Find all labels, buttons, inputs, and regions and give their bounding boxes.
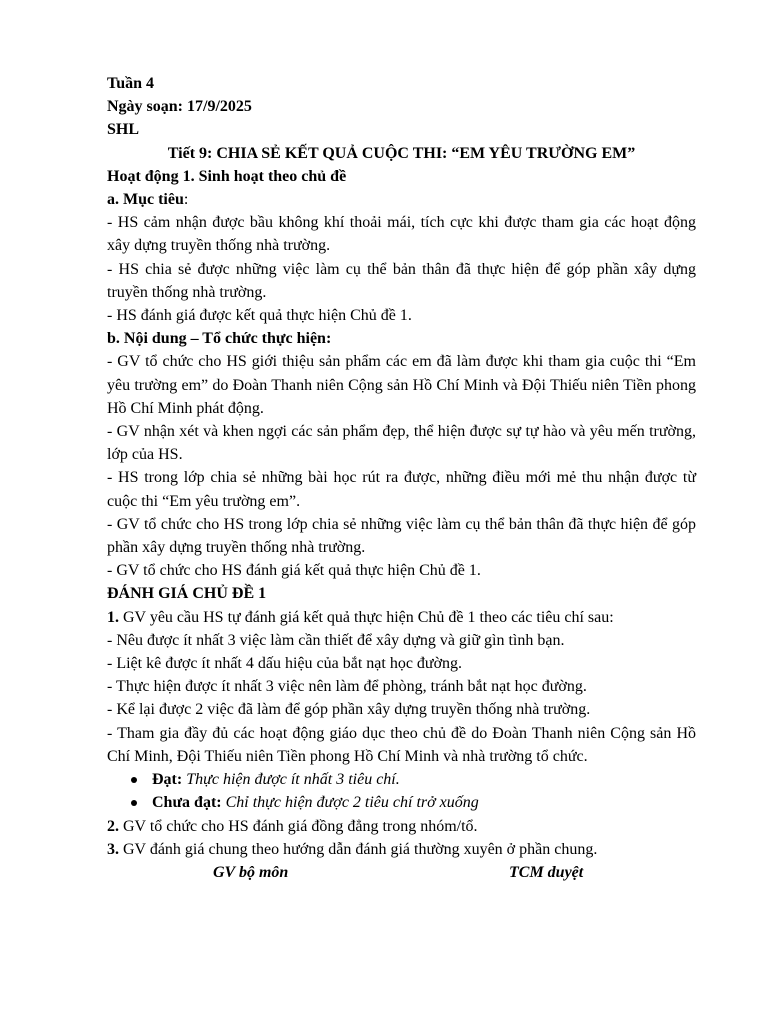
level-text: Chỉ thực hiện được 2 tiêu chí trở xuống	[221, 794, 479, 812]
criterion-item: - Kể lại được 2 việc đã làm để góp phần xây dựng truyền thống nhà trường.	[107, 701, 591, 719]
evaluation-step-3	[107, 838, 696, 861]
step-number: 1.	[107, 608, 119, 626]
content-item: - HS trong lớp chia sẻ những bài học rút ra được, những điều mới mẻ thu nhận được từ cuộc thi “Em yêu trường em”.	[107, 469, 696, 510]
lesson-title: Tiết 9: CHIA SẺ KẾT QUẢ CUỘC THI: “EM YÊU TRƯỜNG EM”	[167, 144, 636, 162]
criterion-item: - Nêu được ít nhất 3 việc làm cần thiết để xây dựng và giữ gìn tình bạn.	[107, 631, 565, 649]
content-item: - GV tổ chức cho HS đánh giá kết quả thực hiện Chủ đề 1.	[107, 562, 481, 580]
level-text: Thực hiện được ít nhất 3 tiêu chí.	[182, 771, 400, 789]
content-heading: b. Nội dung – Tổ chức thực hiện:	[107, 330, 332, 348]
level-label: Đạt:	[152, 771, 183, 789]
objectives-heading-text: a. Mục tiêu	[107, 191, 184, 209]
criterion-item: - Tham gia đầy đủ các hoạt động giáo dục theo chủ đề do Đoàn Thanh niên Cộng sản Hồ Chí Minh, Đội Thiếu niên Tiền phong Hồ Chí Minh và nhà trường tổ chức.	[107, 724, 696, 765]
level-list	[107, 768, 696, 814]
signature-row	[107, 861, 696, 885]
evaluation-step-2	[107, 815, 696, 838]
content-item: - GV tổ chức cho HS giới thiệu sản phẩm các em đã làm được khi tham gia cuộc thi “Em yêu trường em” do Đoàn Thanh niên Cộng sản Hồ Chí Minh và Đội Thiếu niên Tiền phong Hồ Chí Minh phát động.	[107, 353, 696, 417]
objective-item: - HS cảm nhận được bầu không khí thoải mái, tích cực khi được tham gia các hoạt động xây dựng truyền thống nhà trường.	[107, 214, 696, 255]
content-item: - GV tổ chức cho HS trong lớp chia sẻ những việc làm cụ thể bản thân đã thực hiện để góp phần xây dựng truyền thống nhà trường.	[107, 515, 696, 557]
evaluation-step-1	[107, 606, 696, 629]
bullet-icon	[131, 777, 137, 783]
content-item: - GV nhận xét và khen ngợi các sản phẩm đẹp, thể hiện được sự tự hào và yêu mến trường, lớp của HS.	[107, 423, 696, 464]
week-label: Tuần 4	[107, 75, 154, 92]
step-text: GV tổ chức cho HS đánh giá đồng đẳng trong nhóm/tổ.	[119, 817, 478, 835]
objective-item: - HS chia sẻ được những việc làm cụ thể bản thân đã thực hiện để góp phần xây dựng truyền thống nhà trường.	[107, 260, 696, 301]
prep-date: Ngày soạn: 17/9/2025	[107, 98, 252, 116]
step-text: GV đánh giá chung theo hướng dẫn đánh giá thường xuyên ở phần chung.	[119, 840, 598, 858]
bullet-icon	[131, 800, 137, 806]
subject-label: SHL	[107, 121, 140, 139]
document-page	[107, 72, 696, 885]
activity-title: Hoạt động 1. Sinh hoạt theo chủ đề	[107, 167, 347, 185]
objectives-heading-colon: :	[183, 191, 189, 209]
level-item	[107, 791, 696, 814]
head-approval-label: TCM duyệt	[509, 863, 584, 881]
objective-item: - HS đánh giá được kết quả thực hiện Chủ đề 1.	[107, 307, 412, 325]
step-text: GV yêu cầu HS tự đánh giá kết quả thực hiện Chủ đề 1 theo các tiêu chí sau:	[119, 608, 614, 626]
criterion-item: - Thực hiện được ít nhất 3 việc nên làm để phòng, tránh bắt nạt học đường.	[107, 678, 587, 696]
criterion-item: - Liệt kê được ít nhất 4 dấu hiệu của bắt nạt học đường.	[107, 655, 463, 673]
evaluation-heading: ĐÁNH GIÁ CHỦ ĐỀ 1	[107, 585, 267, 603]
teacher-signature-label: GV bộ môn	[213, 863, 289, 881]
step-number: 3.	[107, 840, 119, 858]
level-item	[107, 768, 696, 791]
objectives-heading	[107, 188, 696, 211]
level-label: Chưa đạt:	[152, 794, 222, 812]
step-number: 2.	[107, 817, 119, 835]
